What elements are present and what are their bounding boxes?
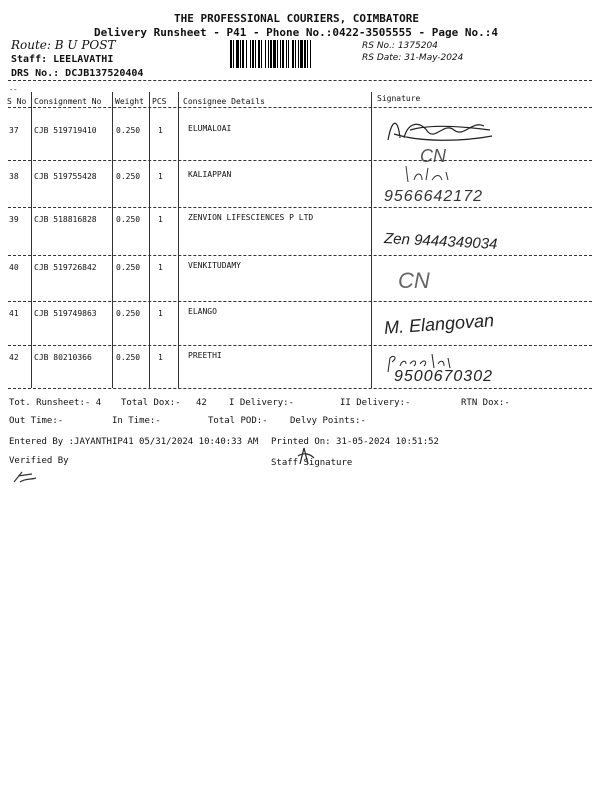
row-signature-text: CN xyxy=(398,268,430,293)
col-divider xyxy=(149,92,150,388)
rs-number: RS No.: 1375204 xyxy=(362,41,438,51)
row-divider xyxy=(8,345,592,346)
row-consignee: ELANGO xyxy=(188,307,217,316)
row-consignee: ZENVION LIFESCIENCES P LTD xyxy=(188,213,314,222)
header-consignee: Consignee Details xyxy=(183,97,265,106)
row-consignee: VENKITUDAMY xyxy=(188,261,241,270)
row-consignment: CJB 519719410 xyxy=(34,126,97,135)
col-divider xyxy=(178,92,179,388)
col-divider xyxy=(31,92,32,388)
rs-date: RS Date: 31-May-2024 xyxy=(362,53,464,63)
row-pcs: 1 xyxy=(158,263,163,272)
row-divider xyxy=(8,301,592,302)
i-delivery: I Delivery:- xyxy=(229,398,295,408)
divider xyxy=(8,80,592,81)
staff-label: Staff: LEELAVATHI xyxy=(11,54,114,65)
row-divider xyxy=(8,207,592,208)
row-consignment: CJB 519755428 xyxy=(34,172,97,181)
row-weight: 0.250 xyxy=(116,309,141,318)
row-sno: 41 xyxy=(9,309,19,318)
row-sno: 37 xyxy=(9,126,19,135)
divider xyxy=(8,107,592,108)
in-time: In Time:- xyxy=(112,416,161,426)
col-divider xyxy=(371,92,372,388)
route-label: Route: B U POST xyxy=(11,38,116,52)
printed-on: Printed On: 31-05-2024 10:51:52 xyxy=(271,437,439,447)
rtn-dox: RTN Dox:- xyxy=(461,398,510,408)
row-consignment: CJB 519726842 xyxy=(34,263,97,272)
header-pcs: PCS xyxy=(152,97,167,106)
row-divider xyxy=(8,160,592,161)
row-sno: 42 xyxy=(9,353,19,362)
row-divider xyxy=(8,255,592,256)
row-weight: 0.250 xyxy=(116,263,141,272)
row-consignment: CJB 518816828 xyxy=(34,215,97,224)
barcode xyxy=(230,40,358,68)
col-divider xyxy=(112,92,113,388)
out-time: Out Time:- xyxy=(9,416,64,426)
total-dox-label: Total Dox:- xyxy=(121,398,181,408)
verified-by: Verified By xyxy=(9,456,69,466)
row-signature-text: Zen 9444349034 xyxy=(383,230,498,253)
row-sno: 38 xyxy=(9,172,19,181)
row-pcs: 1 xyxy=(158,309,163,318)
row-pcs: 1 xyxy=(158,126,163,135)
signature-scribble xyxy=(400,162,460,186)
row-signature-text: 9500670302 xyxy=(394,368,493,385)
row-sno: 40 xyxy=(9,263,19,272)
dash-mark: -- xyxy=(9,86,18,94)
row-pcs: 1 xyxy=(158,215,163,224)
row-signature-text: 9566642172 xyxy=(384,188,483,205)
drs-number: DRS No.: DCJB137520404 xyxy=(11,68,144,79)
row-consignee: ELUMALOAI xyxy=(188,124,232,133)
header-signature: Signature xyxy=(377,94,421,103)
ii-delivery: II Delivery:- xyxy=(340,398,411,408)
header-consignment: Consignment No xyxy=(34,97,102,106)
row-weight: 0.250 xyxy=(116,126,141,135)
company-name: THE PROFESSIONAL COURIERS, COIMBATORE xyxy=(174,12,420,25)
total-dox-value: 42 xyxy=(196,398,207,408)
staff-signature-mark xyxy=(294,444,316,468)
row-weight: 0.250 xyxy=(116,215,141,224)
verified-signature xyxy=(10,468,40,486)
row-consignment: CJB 80210366 xyxy=(34,353,92,362)
header-weight: Weight xyxy=(115,97,144,106)
row-consignee: PREETHI xyxy=(188,351,222,360)
row-sno: 39 xyxy=(9,215,19,224)
row-pcs: 1 xyxy=(158,353,163,362)
delvy-points: Delvy Points:- xyxy=(290,416,366,426)
row-weight: 0.250 xyxy=(116,353,141,362)
row-divider xyxy=(8,388,592,389)
runsheet-title: Delivery Runsheet - P41 - Phone No.:0422-3505555 - Page No.:4 xyxy=(94,26,498,39)
total-pod: Total POD:- xyxy=(208,416,268,426)
tot-runsheet: Tot. Runsheet:- 4 xyxy=(9,398,102,408)
row-weight: 0.250 xyxy=(116,172,141,181)
header-sno: S No xyxy=(7,97,27,106)
row-consignment: CJB 519749863 xyxy=(34,309,97,318)
row-pcs: 1 xyxy=(158,172,163,181)
staff-signature-label: Staff Signature xyxy=(271,458,353,468)
row-signature-text: CN xyxy=(420,146,446,166)
entered-by: Entered By :JAYANTHIP41 05/31/2024 10:40:33 AM xyxy=(9,437,259,447)
row-consignee: KALIAPPAN xyxy=(188,170,232,179)
row-signature-text: M. Elangovan xyxy=(383,310,495,338)
